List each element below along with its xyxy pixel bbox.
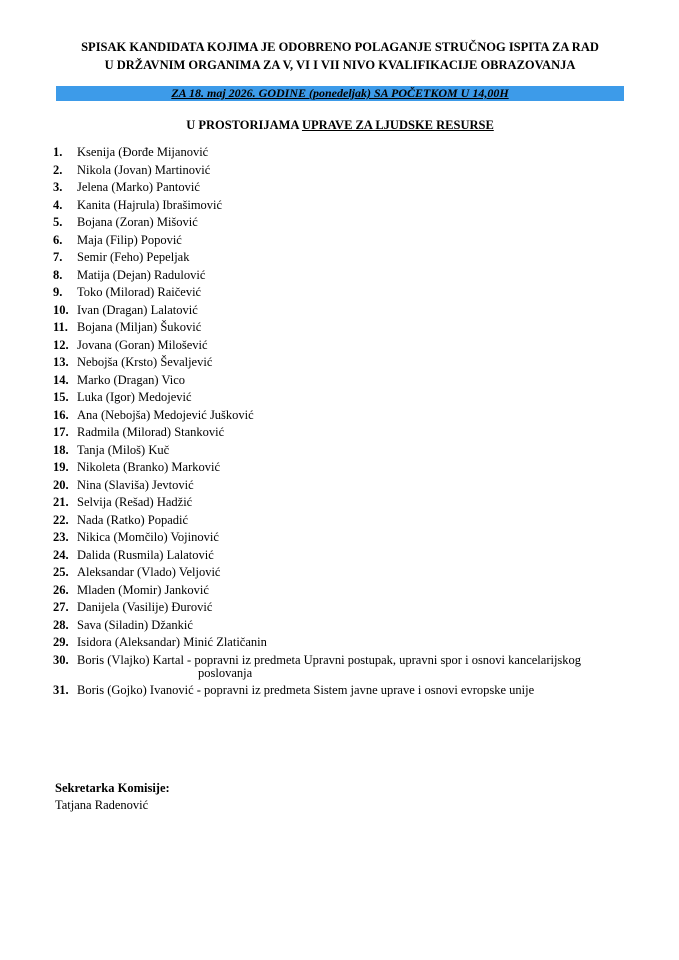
candidate-name: Nina (Slaviša) Jevtović xyxy=(77,477,194,492)
candidate-name: Jovana (Goran) Milošević xyxy=(77,337,208,352)
list-item xyxy=(0,337,679,355)
candidate-number: 28. xyxy=(53,617,69,632)
candidate-number: 11. xyxy=(53,320,68,334)
candidate-name: Nikoleta (Branko) Marković xyxy=(77,460,221,474)
candidate-number: 1. xyxy=(53,145,63,159)
list-item xyxy=(0,197,679,215)
list-item xyxy=(0,319,679,337)
list-item xyxy=(0,634,679,652)
candidate-number: 17. xyxy=(53,425,69,439)
candidate-name: Luka (Igor) Medojević xyxy=(77,390,192,404)
list-item xyxy=(0,582,679,600)
list-item xyxy=(0,354,679,372)
candidate-number: 12. xyxy=(53,337,69,352)
list-item xyxy=(0,284,679,302)
candidate-number: 2. xyxy=(53,162,63,177)
candidate-list xyxy=(0,144,679,699)
candidate-name: Nikola (Jovan) Martinović xyxy=(77,162,211,177)
candidate-name: Matija (Dejan) Radulović xyxy=(77,267,206,282)
candidate-number: 8. xyxy=(53,267,63,282)
candidate-number: 16. xyxy=(53,407,69,422)
candidate-number: 29. xyxy=(53,635,69,649)
candidate-number: 18. xyxy=(53,442,69,457)
candidate-name: Bojana (Miljan) Šuković xyxy=(77,320,202,334)
candidate-number: 4. xyxy=(53,197,63,212)
candidate-number: 9. xyxy=(53,285,63,299)
list-item xyxy=(0,459,679,477)
candidate-number: 6. xyxy=(53,232,63,247)
list-item xyxy=(0,529,679,547)
candidate-number: 3. xyxy=(53,180,63,194)
candidate-number: 20. xyxy=(53,477,69,492)
candidate-name: Jelena (Marko) Pantović xyxy=(77,180,200,194)
candidate-number: 26. xyxy=(53,582,69,597)
list-item xyxy=(0,652,679,682)
candidate-name: Ksenija (Đorđe Mijanović xyxy=(77,145,209,159)
candidate-number: 14. xyxy=(53,372,69,387)
list-item xyxy=(0,512,679,530)
candidate-name: Bojana (Zoran) Mišović xyxy=(77,215,198,229)
candidate-name: Mladen (Momir) Janković xyxy=(77,582,209,597)
candidate-number: 27. xyxy=(53,600,69,614)
exam-date-line: ZA 18. maj 2026. GODINE (ponedeljak) SA POČETKOM U 14,00H xyxy=(171,86,509,100)
list-item xyxy=(0,162,679,180)
candidate-name: Sava (Siladin) Džankić xyxy=(77,617,193,632)
candidate-name: Semir (Feho) Pepeljak xyxy=(77,250,190,264)
candidate-number: 24. xyxy=(53,547,69,562)
candidate-name: Isidora (Aleksandar) Minić Zlatičanin xyxy=(77,635,267,649)
candidate-name: Selvija (Rešad) Hadžić xyxy=(77,495,193,509)
candidate-name: Tanja (Miloš) Kuč xyxy=(77,442,170,457)
list-item xyxy=(0,232,679,250)
candidate-number: 22. xyxy=(53,512,69,527)
location-prefix: U PROSTORIJAMA xyxy=(186,118,302,132)
list-item xyxy=(0,682,679,700)
candidate-number: 13. xyxy=(53,355,69,369)
candidate-name: Boris (Vlajko) Kartal - popravni iz predmeta Upravni postupak, upravni spor i osnovi kancelarijskog xyxy=(77,652,582,667)
list-item xyxy=(0,389,679,407)
signature-title: Sekretarka Komisije: xyxy=(55,781,170,795)
candidate-number: 5. xyxy=(53,215,63,229)
list-item xyxy=(0,617,679,635)
candidate-name: Nikica (Momčilo) Vojinović xyxy=(77,530,219,544)
list-item xyxy=(0,424,679,442)
candidate-name: Aleksandar (Vlado) Veljović xyxy=(77,565,221,579)
candidate-name: Nada (Ratko) Popadić xyxy=(77,512,189,527)
list-item xyxy=(0,547,679,565)
candidate-number: 19. xyxy=(53,460,69,474)
list-item xyxy=(0,407,679,425)
list-item xyxy=(0,442,679,460)
candidate-name: Nebojša (Krsto) Ševaljević xyxy=(77,355,213,369)
candidate-name: Danijela (Vasilije) Đurović xyxy=(77,600,213,614)
candidate-name: Ana (Nebojša) Medojević Jušković xyxy=(77,407,254,422)
candidate-number: 7. xyxy=(53,250,63,264)
candidate-number: 30. xyxy=(53,652,69,667)
candidate-number: 21. xyxy=(53,495,69,509)
candidate-name: Marko (Dragan) Vico xyxy=(77,372,186,387)
list-item xyxy=(0,372,679,390)
candidate-number: 10. xyxy=(53,302,69,317)
candidate-note-continuation: poslovanja xyxy=(198,665,253,680)
list-item xyxy=(0,494,679,512)
list-item xyxy=(0,179,679,197)
document-title-line-2: U DRŽAVNIM ORGANIMA ZA V, VI I VII NIVO KVALIFIKACIJE OBRAZOVANJA xyxy=(104,58,576,72)
candidate-name: Dalida (Rusmila) Lalatović xyxy=(77,547,214,562)
candidate-name: Radmila (Milorad) Stanković xyxy=(77,425,225,439)
document-title-line-1: SPISAK KANDIDATA KOJIMA JE ODOBRENO POLAGANJE STRUČNOG ISPITA ZA RAD xyxy=(81,40,599,54)
list-item xyxy=(0,302,679,320)
candidate-number: 23. xyxy=(53,530,69,544)
candidate-name: Toko (Milorad) Raičević xyxy=(77,285,202,299)
candidate-name: Maja (Filip) Popović xyxy=(77,232,182,247)
candidate-name: Boris (Gojko) Ivanović - popravni iz predmeta Sistem javne uprave i osnovi evropske unije xyxy=(77,682,535,697)
list-item xyxy=(0,564,679,582)
candidate-number: 25. xyxy=(53,565,69,579)
location-institution: UPRAVE ZA LJUDSKE RESURSE xyxy=(301,118,494,132)
list-item xyxy=(0,144,679,162)
exam-location-line xyxy=(40,116,640,134)
list-item xyxy=(0,214,679,232)
list-item xyxy=(0,477,679,495)
list-item xyxy=(0,249,679,267)
list-item xyxy=(0,599,679,617)
candidate-number: 15. xyxy=(53,390,69,404)
list-item xyxy=(0,267,679,285)
candidate-name: Kanita (Hajrula) Ibrašimović xyxy=(77,197,223,212)
candidate-number: 31. xyxy=(53,682,69,697)
signature-name: Tatjana Radenović xyxy=(55,798,149,812)
candidate-name: Ivan (Dragan) Lalatović xyxy=(77,302,198,317)
